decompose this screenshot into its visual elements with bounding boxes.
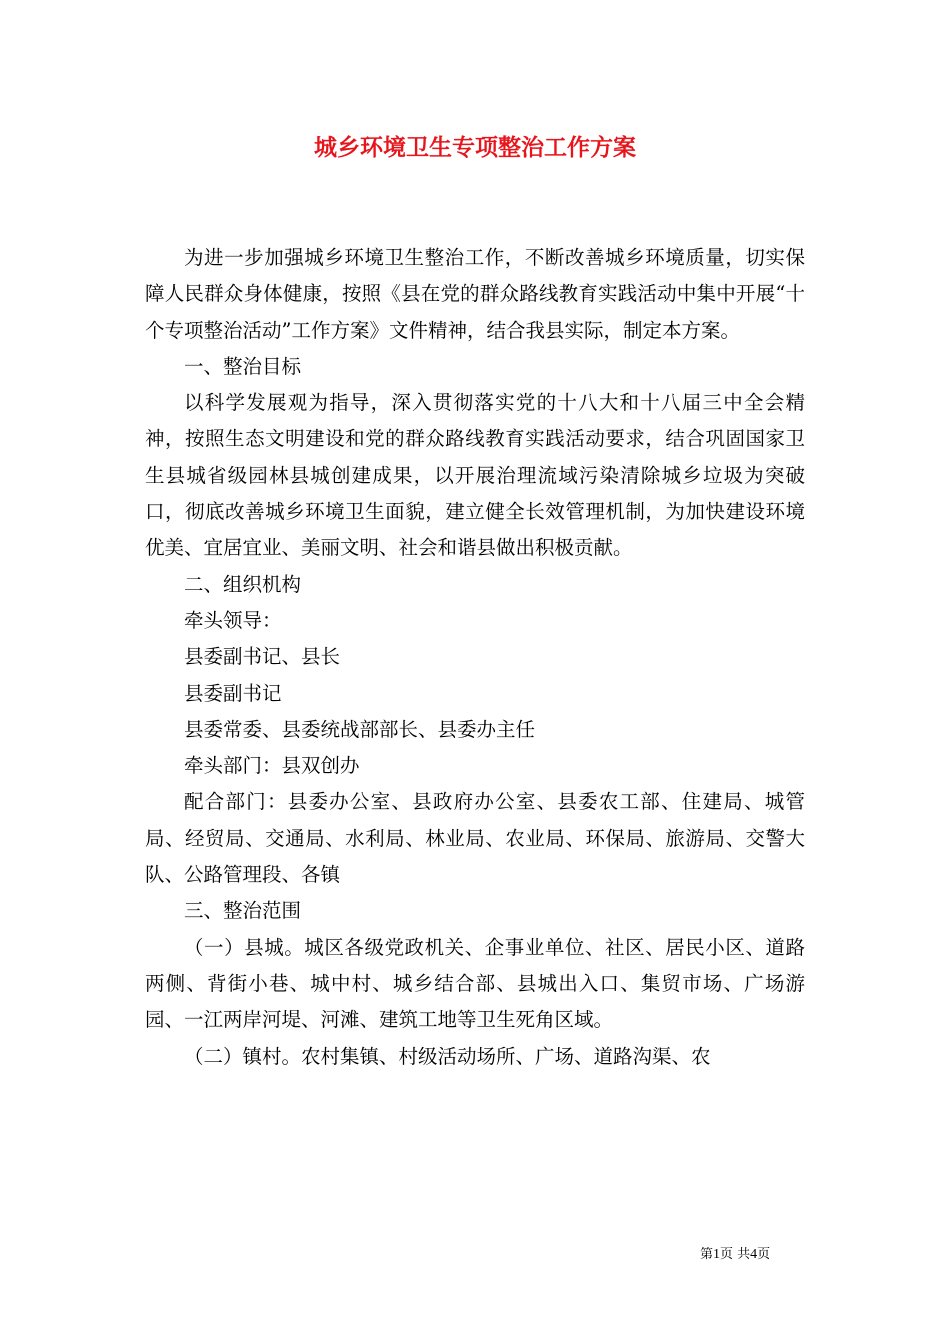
line-leader-1: 县委副书记、县长 bbox=[184, 645, 341, 669]
document-title: 城乡环境卫生专项整治工作方案 bbox=[314, 134, 636, 161]
heading-goals: 一、整治目标 bbox=[184, 354, 302, 378]
footer-total-pages: 4 bbox=[750, 1247, 758, 1262]
footer-page-number: 1 bbox=[713, 1247, 721, 1262]
footer-suffix: 页 bbox=[757, 1247, 771, 1262]
paragraph-goals: 以科学发展观为指导，深入贯彻落实党的十八大和十八届三中全会精神，按照生态文明建设和党的群众路线教育实践活动要求，结合巩固国家卫生县城省级园林县城创建成果，以开展治理流域污染清除城乡垃圾为突破口，彻底改善城乡环境卫生面貌，建立健全长效管理机制，为加快建设环境优美、宜居宜业、美丽文明、社会和谐县做出积极贡献。 bbox=[145, 391, 805, 560]
line-lead-department: 牵头部门：县双创办 bbox=[184, 754, 360, 778]
paragraph-scope-county: （一）县城。城区各级党政机关、企事业单位、社区、居民小区、道路两侧、背街小巷、城中村、城乡结合部、县城出入口、集贸市场、广场游园、一江两岸河堤、河滩、建筑工地等卫生死角区域。 bbox=[145, 935, 805, 1032]
document-body bbox=[145, 240, 805, 1075]
line-lead-leaders: 牵头领导： bbox=[184, 608, 282, 632]
heading-scope: 三、整治范围 bbox=[184, 899, 302, 923]
line-leader-3: 县委常委、县委统战部部长、县委办主任 bbox=[184, 717, 536, 741]
line-leader-2: 县委副书记 bbox=[184, 681, 282, 705]
footer-prefix: 第 bbox=[700, 1247, 714, 1262]
heading-organization: 二、组织机构 bbox=[184, 572, 302, 596]
paragraph-scope-towns: （二）镇村。农村集镇、村级活动场所、广场、道路沟渠、农 bbox=[184, 1044, 711, 1068]
footer-middle: 页 共 bbox=[720, 1247, 751, 1262]
paragraph-cooperating-departments: 配合部门：县委办公室、县政府办公室、县委农工部、住建局、城管局、经贸局、交通局、水利局、林业局、农业局、环保局、旅游局、交警大队、公路管理段、各镇 bbox=[145, 790, 805, 887]
paragraph-intro: 为进一步加强城乡环境卫生整治工作，不断改善城乡环境质量，切实保障人民群众身体健康，按照《县在党的群众路线教育实践活动中集中开展“十个专项整治活动”工作方案》文件精神，结合我县实际，制定本方案。 bbox=[145, 246, 805, 342]
page-number-footer bbox=[700, 1246, 820, 1264]
